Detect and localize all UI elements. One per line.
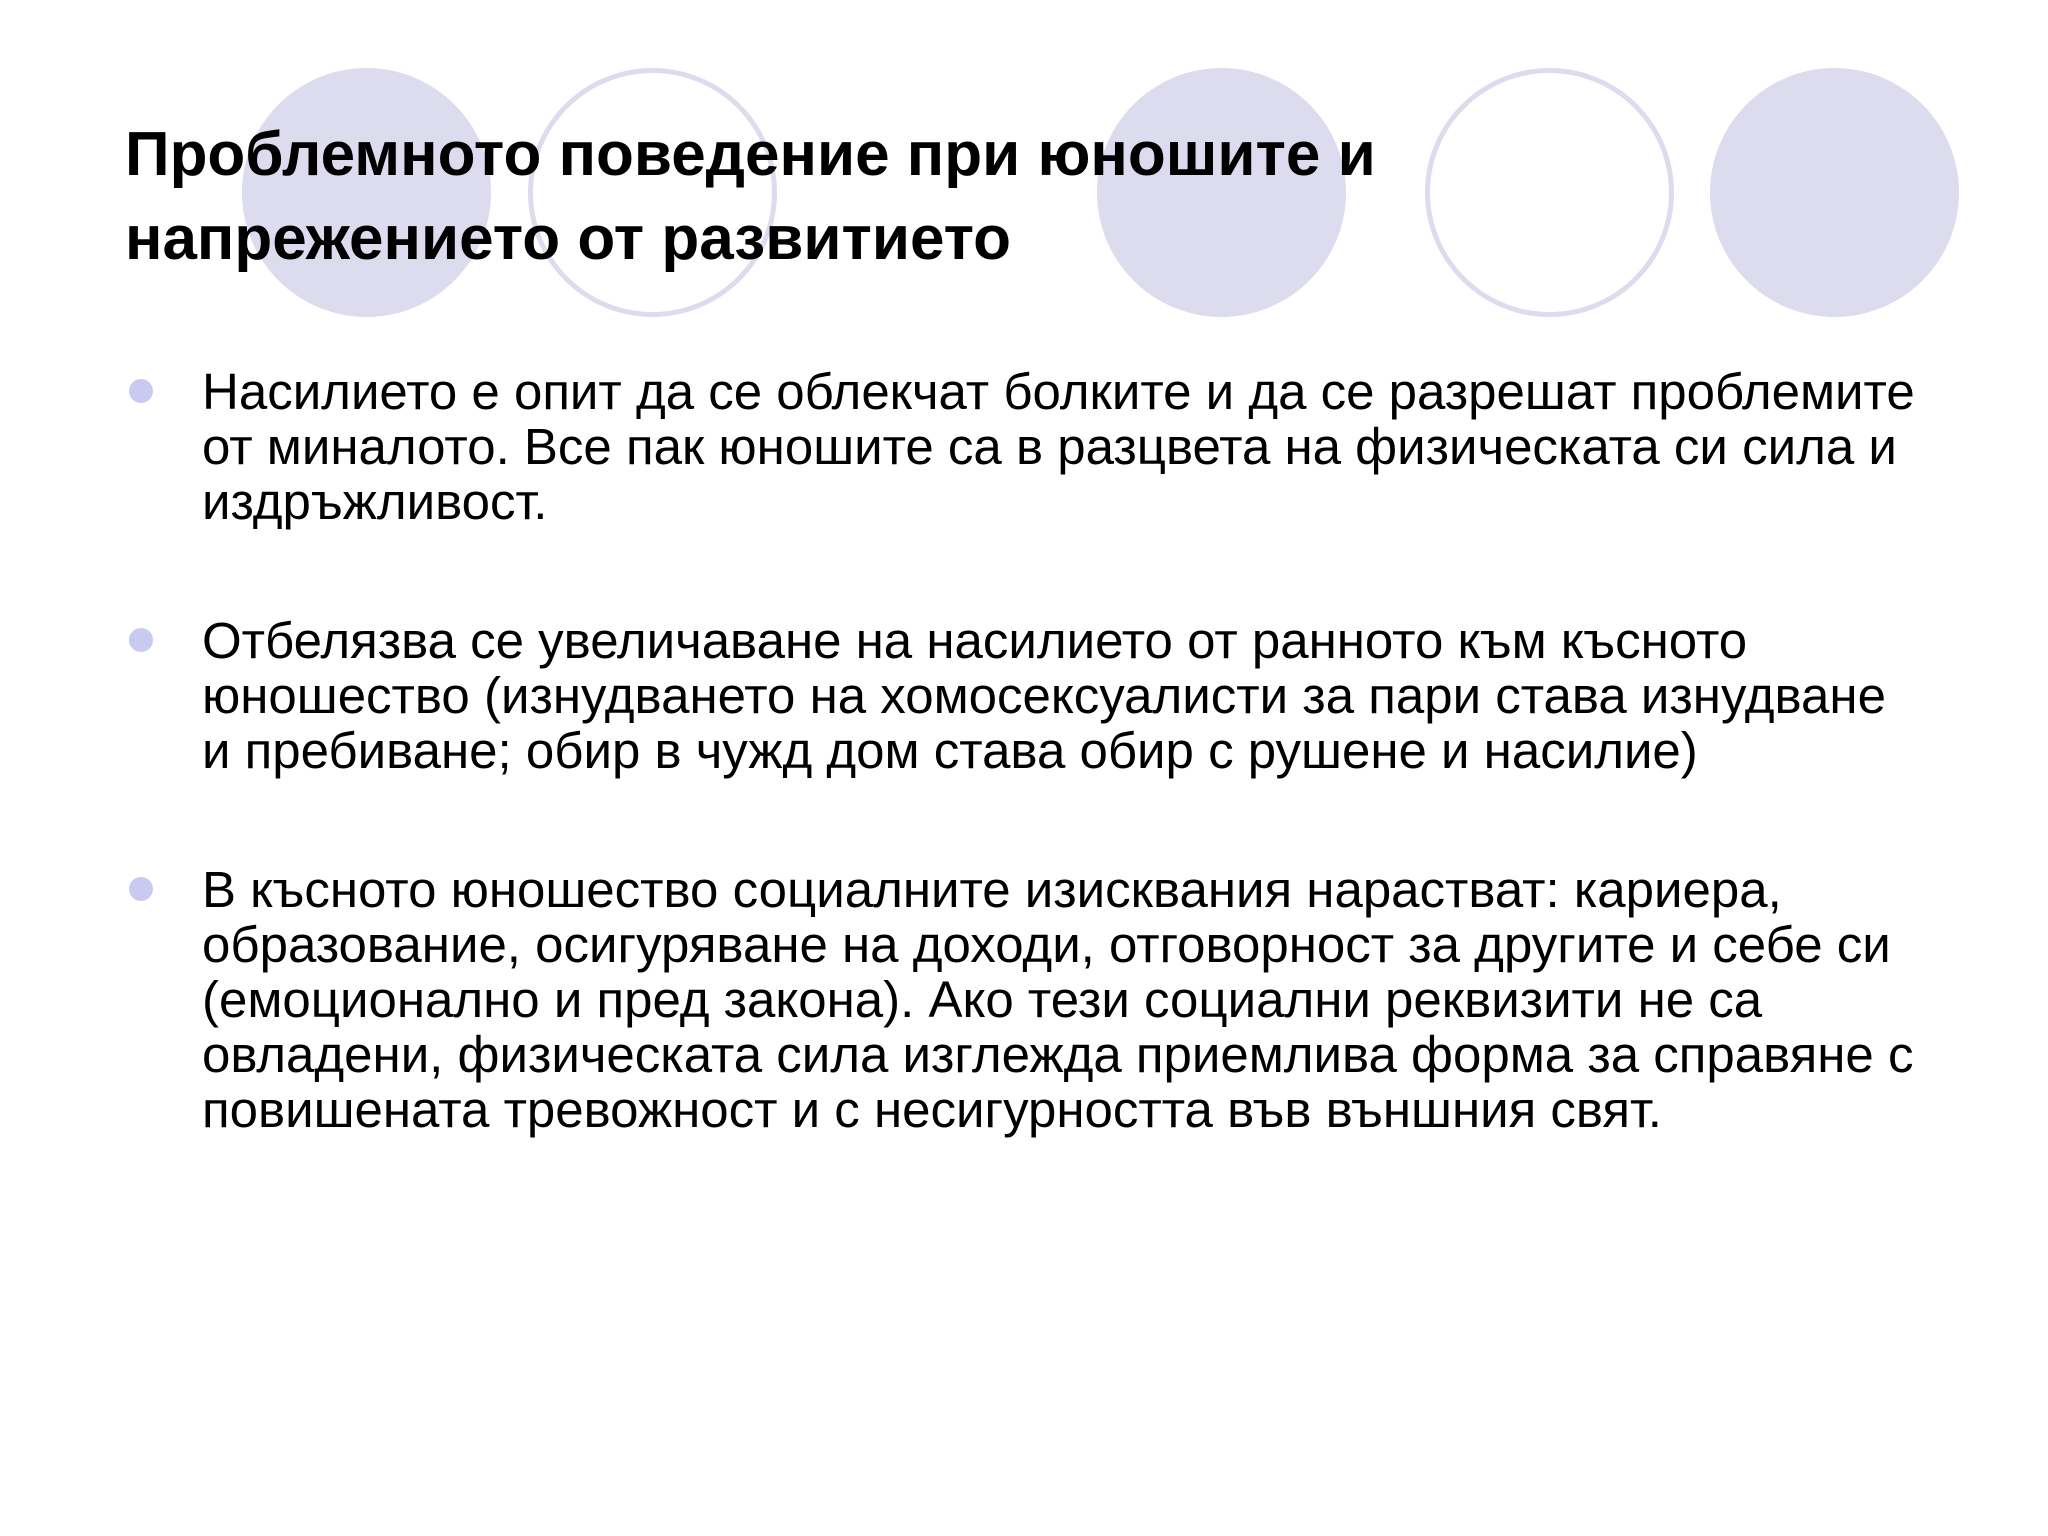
bullet-icon: [129, 379, 153, 403]
decorative-filled-circle: [1710, 68, 1959, 317]
slide-title: Проблемното поведение при юношите и напрежението от развитието: [125, 120, 1376, 273]
bullet-list: [125, 364, 1925, 1221]
bullet-text: Отбелязва се увеличаване на насилието от ранното към късното юношество (изнудването на хомосексуалисти за пари става изнудване и пребиване; обир в чужд дом става обир с рушене и насилие): [202, 612, 1886, 779]
bullet-icon: [129, 877, 153, 901]
bullet-item: [125, 862, 1925, 1137]
bullet-item: [125, 613, 1925, 778]
bullet-icon: [129, 628, 153, 652]
bullet-text: Насилието е опит да се облекчат болките и да се разрешат проблемите от миналото. Все пак юношите са в разцвета на физическата си сила и издръжливост.: [202, 363, 1915, 530]
bullet-text: В късното юношество социалните изисквания нарастват: кариера, образование, осигуряване на доходи, отговорност за другите и себе си (емоционално и пред закона). Ако тези социални реквизити не са овладени, физическата сила изглежда приемлива форма за справяне с повишената тревожност и с несигурността във външния свят.: [202, 861, 1914, 1138]
bullet-item: [125, 364, 1925, 529]
